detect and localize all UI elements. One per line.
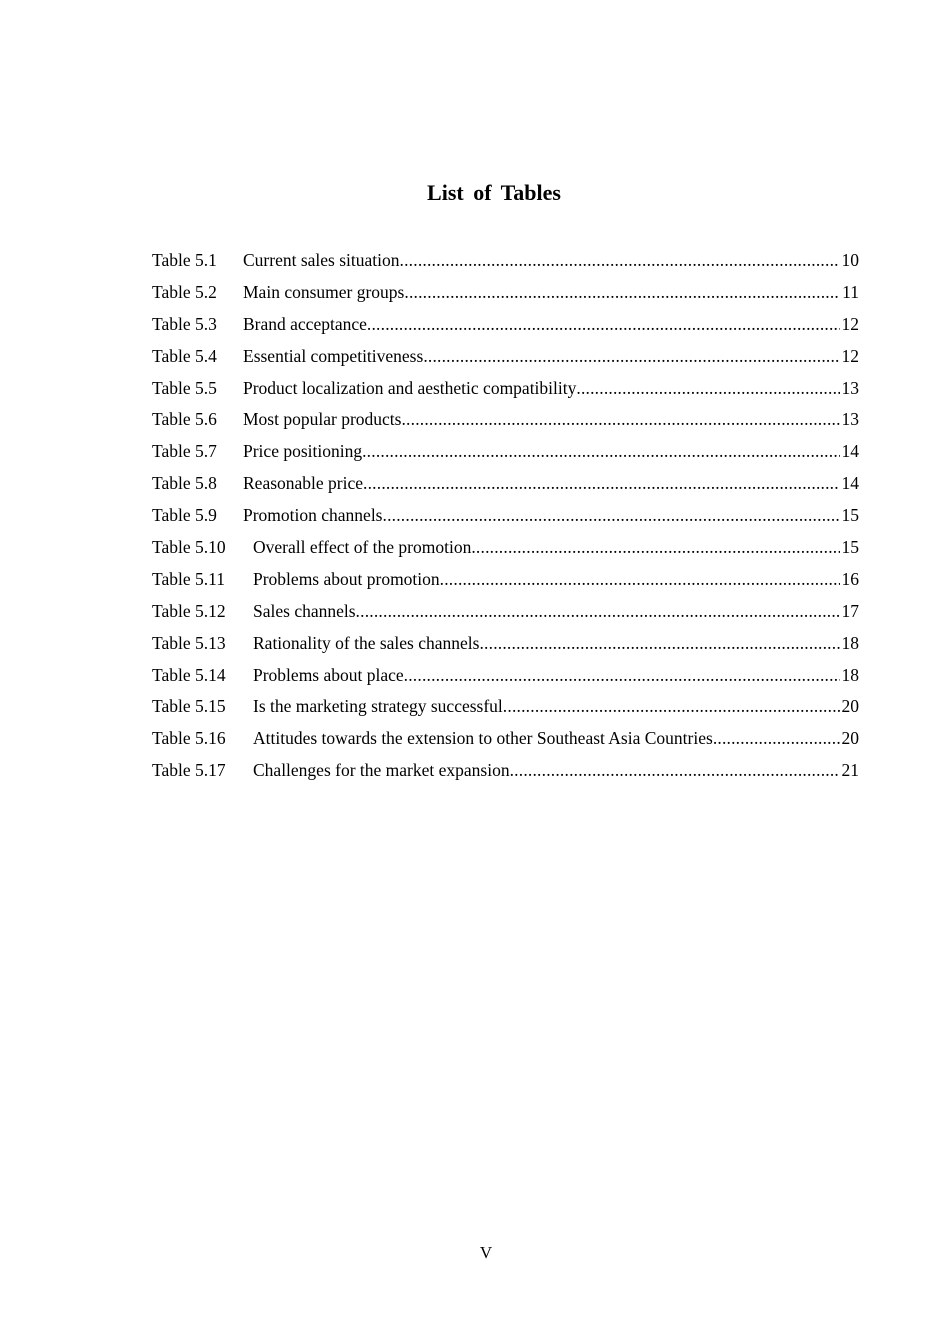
dot-leader — [401, 406, 839, 432]
table-title: Promotion channels — [243, 505, 383, 526]
table-label: Table 5.3 — [152, 313, 217, 334]
page-ref: 12 — [841, 313, 859, 334]
table-title: Is the marketing strategy successful — [253, 696, 503, 717]
table-label: Table 5.8 — [152, 473, 217, 494]
dot-leader — [363, 470, 839, 496]
dot-leader — [383, 502, 840, 528]
table-title: Price positioning — [243, 441, 363, 462]
table-label: Table 5.12 — [152, 600, 226, 621]
page-ref: 10 — [841, 250, 859, 270]
table-label: Table 5.9 — [152, 505, 217, 526]
table-title: Most popular products — [243, 409, 402, 430]
table-title: Problems about place — [253, 664, 404, 685]
dot-leader — [367, 311, 840, 337]
table-title: Essential competitiveness — [243, 345, 424, 366]
toc-entry[interactable] — [152, 725, 859, 757]
list-of-tables — [152, 247, 859, 789]
table-label: Table 5.6 — [152, 409, 217, 430]
dot-leader — [362, 438, 839, 464]
dot-leader — [576, 375, 839, 401]
toc-entry[interactable] — [152, 375, 859, 407]
toc-entry[interactable] — [152, 662, 859, 694]
toc-entry[interactable] — [152, 566, 859, 598]
table-label: Table 5.2 — [152, 281, 217, 302]
table-title: Main consumer groups — [243, 281, 405, 302]
table-title: Attitudes towards the extension to other Southeast Asia Countries — [253, 728, 713, 749]
table-title: Product localization and aesthetic compatibility — [243, 377, 577, 398]
table-label: Table 5.15 — [152, 696, 226, 717]
table-label: Table 5.5 — [152, 377, 217, 398]
toc-entry[interactable] — [152, 630, 859, 662]
toc-entry[interactable] — [152, 470, 859, 502]
table-label: Table 5.11 — [152, 568, 225, 589]
toc-entry[interactable] — [152, 757, 859, 789]
page-ref: 13 — [841, 377, 859, 398]
page-ref: 14 — [841, 473, 859, 494]
dot-leader — [400, 247, 840, 273]
toc-entry[interactable] — [152, 406, 859, 438]
page-ref: 13 — [841, 409, 859, 430]
page-title: List of Tables — [427, 180, 561, 205]
table-label: Table 5.7 — [152, 441, 217, 462]
table-label: Table 5.16 — [152, 728, 226, 749]
table-label: Table 5.4 — [152, 345, 217, 366]
page-ref: 18 — [841, 664, 859, 685]
page-ref: 17 — [841, 600, 859, 621]
table-label: Table 5.17 — [152, 760, 226, 781]
toc-entry[interactable] — [152, 311, 859, 343]
table-title: Brand acceptance — [243, 313, 367, 334]
toc-entry[interactable] — [152, 438, 859, 470]
toc-entry[interactable] — [152, 279, 859, 311]
toc-entry[interactable] — [152, 247, 859, 279]
dot-leader — [713, 725, 840, 751]
dot-leader — [440, 566, 840, 592]
toc-entry[interactable] — [152, 534, 859, 566]
page-ref: 20 — [841, 696, 859, 717]
page-ref: 12 — [841, 345, 859, 366]
table-title: Current sales situation — [243, 250, 400, 270]
table-title: Rationality of the sales channels — [253, 632, 480, 653]
page-ref: 14 — [841, 441, 859, 462]
table-label: Table 5.14 — [152, 664, 226, 685]
dot-leader — [510, 757, 840, 783]
toc-entry[interactable] — [152, 598, 859, 630]
table-title: Overall effect of the promotion — [253, 537, 472, 558]
table-title: Problems about promotion — [253, 568, 440, 589]
page-ref: 18 — [841, 632, 859, 653]
page-ref: 15 — [841, 537, 859, 558]
dot-leader — [404, 279, 840, 305]
table-label: Table 5.1 — [152, 250, 217, 270]
toc-entry[interactable] — [152, 693, 859, 725]
dot-leader — [404, 662, 840, 688]
page-ref: 15 — [841, 505, 859, 526]
table-title: Challenges for the market expansion — [253, 760, 510, 781]
page-ref: 21 — [841, 760, 859, 781]
page-ref: 20 — [841, 728, 859, 749]
table-label: Table 5.10 — [152, 537, 226, 558]
dot-leader — [503, 693, 840, 719]
dot-leader — [356, 598, 840, 624]
dot-leader — [423, 343, 839, 369]
table-title: Reasonable price — [243, 473, 364, 494]
table-label: Table 5.13 — [152, 632, 226, 653]
toc-entry[interactable] — [152, 502, 859, 534]
page-ref: 11 — [842, 281, 859, 302]
dot-leader — [471, 534, 839, 560]
dot-leader — [479, 630, 839, 656]
table-title: Sales channels — [253, 600, 356, 621]
page-ref: 16 — [841, 568, 859, 589]
toc-entry[interactable] — [152, 343, 859, 375]
page-number: V — [479, 1243, 493, 1262]
